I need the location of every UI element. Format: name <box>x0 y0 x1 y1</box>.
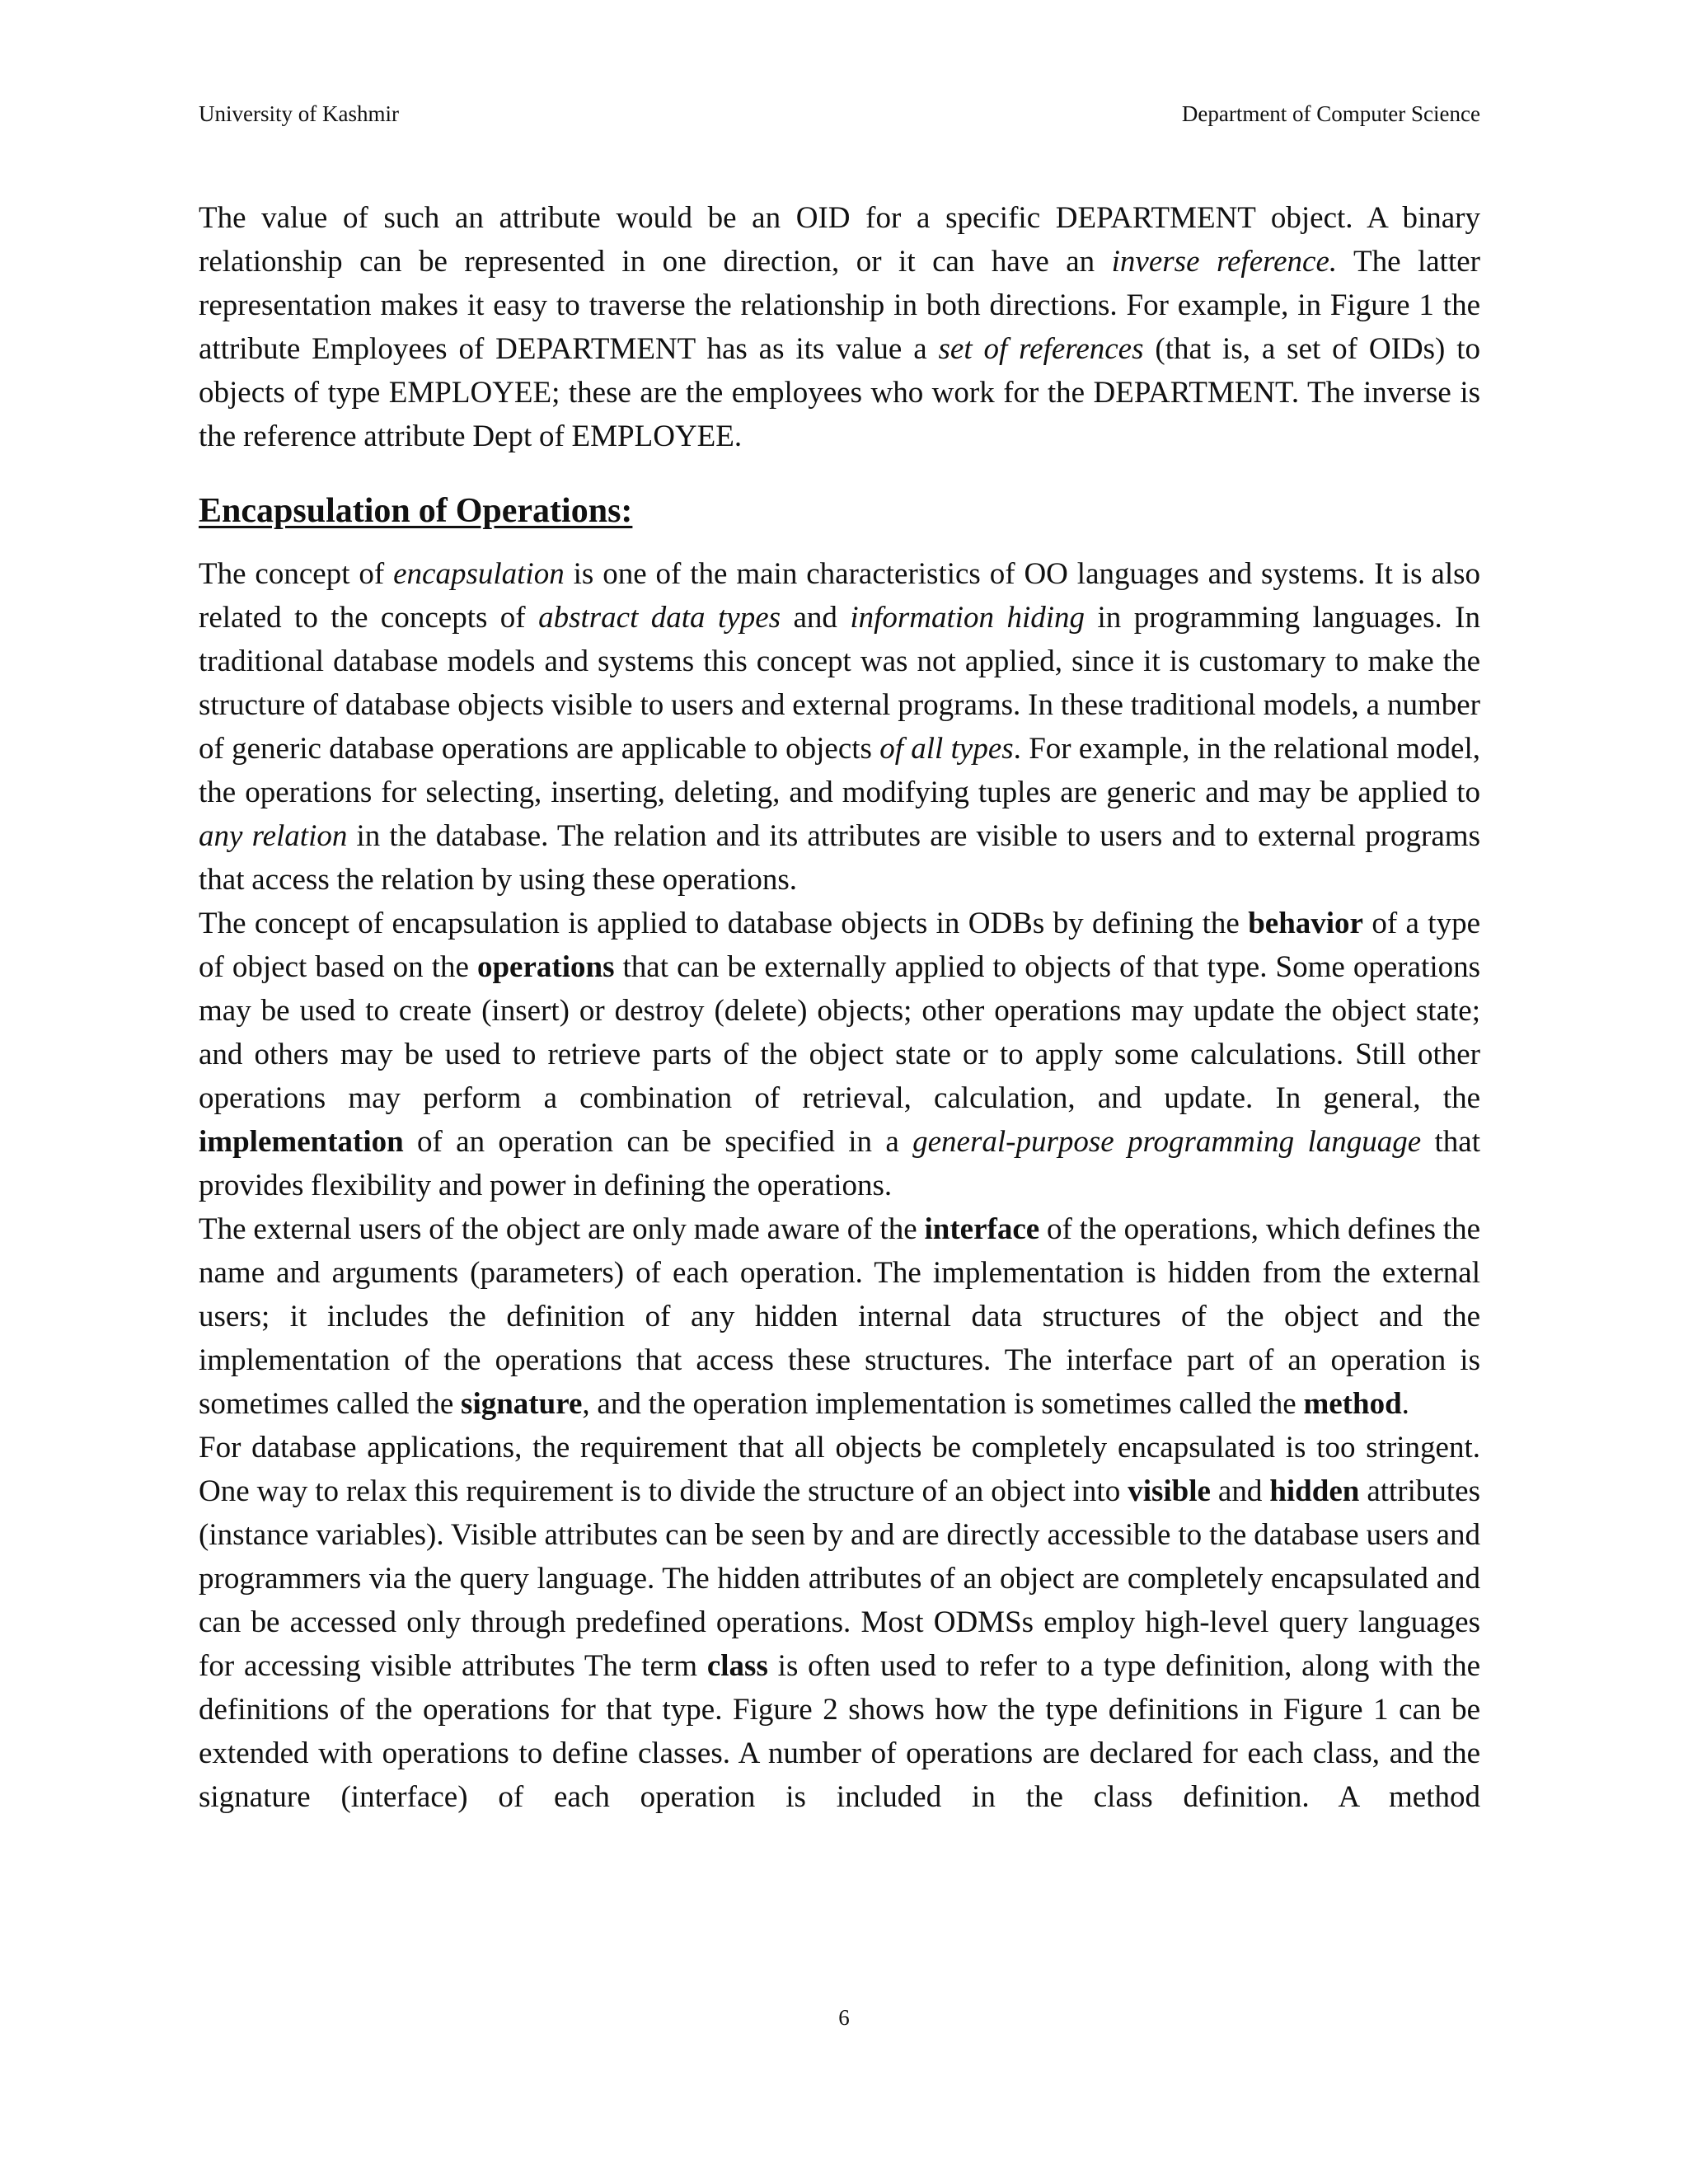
text-run: of an operation can be specified in a <box>403 1125 913 1159</box>
text-run: . <box>1401 1387 1409 1421</box>
text-run: in programming languages. In traditional database models and systems this concept was not applied, since it is customary to make the structure of database objects visible to users and external programs. In these traditional models, a number of generic database operations are applicable to objects <box>199 601 1480 766</box>
page-header <box>199 97 1480 130</box>
text-run: The concept of <box>199 557 394 591</box>
text-run: , and the operation implementation is sometimes called the <box>582 1387 1304 1421</box>
italic-term: inverse reference. <box>1111 245 1338 279</box>
bold-term: interface <box>924 1212 1040 1246</box>
bold-term: method <box>1303 1387 1402 1421</box>
italic-term: abstract data types <box>538 601 781 635</box>
text-run: is often used to refer to a type definition, along with the definitions of the operations for that type. Figure 2 shows how the type definitions in Figure 1 can be extended with operations to define classes. A number of operations are declared for each class, and the signature (interface) of each operation is included in the class definition. A method <box>199 1649 1480 1814</box>
text-run: attributes (instance variables). Visible attributes can be seen by and are directly accessible to the database users and programmers via the query language. The hidden attributes of an object are completely encapsulated and can be accessed only through predefined operations. Most ODMSs employ high-level query languages for accessing visible attributes The term <box>199 1474 1481 1683</box>
text-run: and <box>781 601 851 635</box>
paragraph-inverse-reference <box>199 196 1480 458</box>
text-run: that provides flexibility and power in defining the operations. <box>199 1125 1480 1202</box>
italic-term: information hiding <box>850 601 1085 635</box>
text-run: The value of such an attribute would be an OID for a specific DEPARTMENT object. A binary relationship can be represented in one direction, or it can have an <box>199 201 1480 279</box>
text-run: of the operations, which defines the name and arguments (parameters) of each operation. The implementation is hidden from the external users; it includes the definition of any hidden internal data structures of the object and the implementation of the operations that access these structures. The interface part of an operation is sometimes called the <box>199 1212 1480 1421</box>
paragraph-interface-signature <box>199 1207 1480 1426</box>
text-run: (that is, a set of OIDs) to objects of type EMPLOYEE; these are the employees who work for the DEPARTMENT. The inverse is the reference attribute Dept of EMPLOYEE. <box>199 332 1480 453</box>
paragraph-behavior-operations <box>199 902 1480 1207</box>
text-run: in the database. The relation and its attributes are visible to users and to external programs that access the relation by using these operations. <box>199 819 1480 897</box>
italic-term: set of references <box>938 332 1144 366</box>
page-number: 6 <box>838 2005 850 2030</box>
bold-term: operations <box>476 950 615 984</box>
bold-term: visible <box>1128 1474 1211 1508</box>
text-run: The concept of encapsulation is applied to database objects in ODBs by defining the <box>199 907 1249 940</box>
bold-term: implementation <box>199 1125 404 1159</box>
bold-term: hidden <box>1269 1474 1360 1508</box>
header-university: University of Kashmir <box>199 101 399 126</box>
italic-term: any relation <box>199 819 348 853</box>
section-heading: Encapsulation of Operations: <box>199 492 633 530</box>
text-run: of a type of object based on the <box>199 907 1480 984</box>
italic-term: general-purpose programming language <box>912 1125 1422 1159</box>
text-run: that can be externally applied to objects of that type. Some operations may be used to create (insert) or destroy (delete) objects; other operations may update the object state; and others may be used to retrieve parts of the object state or to apply some calculations. Still other operations may perform a combination of retrieval, calculation, and update. In general, the <box>199 950 1480 1115</box>
header-department: Department of Computer Science <box>1181 101 1480 126</box>
text-run: The external users of the object are only made aware of the <box>199 1212 925 1246</box>
text-run: is one of the main characteristics of OO languages and systems. It is also related to the concepts of <box>199 557 1480 635</box>
bold-term: signature <box>461 1387 583 1421</box>
text-run: The latter representation makes it easy to traverse the relationship in both directions. For example, in Figure 1 the attribute Employees of DEPARTMENT has as its value a <box>199 245 1480 366</box>
bold-term: class <box>706 1649 768 1683</box>
text-run: and <box>1210 1474 1270 1508</box>
paragraph-visible-hidden-attributes <box>199 1426 1480 1819</box>
bold-term: behavior <box>1248 907 1363 940</box>
text-run: . For example, in the relational model, the operations for selecting, inserting, deleting, and modifying tuples are generic and may be applied to <box>199 732 1480 809</box>
italic-term: of all types <box>879 732 1014 766</box>
page-body <box>199 196 1480 1819</box>
italic-term: encapsulation <box>393 557 565 591</box>
paragraph-encapsulation-concept <box>199 552 1480 902</box>
text-run: For database applications, the requirement that all objects be completely encapsulated is too stringent. One way to relax this requirement is to divide the structure of an object into <box>199 1431 1480 1508</box>
